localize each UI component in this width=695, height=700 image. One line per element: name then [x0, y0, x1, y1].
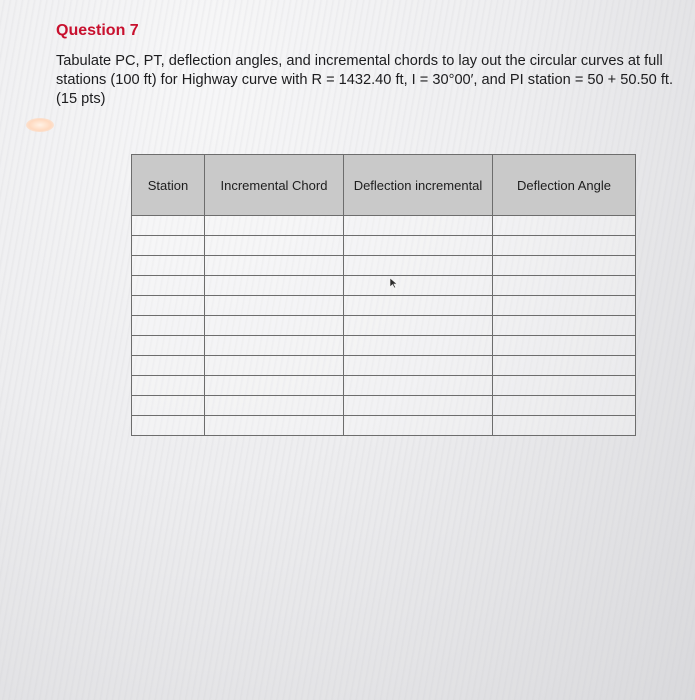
deflection-angle-cell[interactable]	[493, 276, 636, 296]
table-row	[132, 416, 636, 436]
incremental-chord-cell[interactable]	[205, 256, 344, 276]
table-row	[132, 256, 636, 276]
table-row	[132, 336, 636, 356]
station-cell[interactable]	[132, 416, 205, 436]
deflection-angle-cell[interactable]	[493, 256, 636, 276]
deflection-angle-cell[interactable]	[493, 396, 636, 416]
station-cell[interactable]	[132, 376, 205, 396]
deflection-incremental-cell[interactable]	[344, 316, 493, 336]
deflection-incremental-cell[interactable]	[344, 296, 493, 316]
header-deflection-angle: Deflection Angle	[493, 155, 636, 216]
table-row	[132, 296, 636, 316]
deflection-incremental-cell[interactable]	[344, 356, 493, 376]
deflection-incremental-cell[interactable]	[344, 276, 493, 296]
station-cell[interactable]	[132, 256, 205, 276]
table-row	[132, 396, 636, 416]
table-body	[132, 216, 636, 436]
incremental-chord-cell[interactable]	[205, 416, 344, 436]
station-cell[interactable]	[132, 236, 205, 256]
header-deflection-incremental: Deflection incremental	[344, 155, 493, 216]
station-cell[interactable]	[132, 296, 205, 316]
incremental-chord-cell[interactable]	[205, 276, 344, 296]
deflection-angle-cell[interactable]	[493, 296, 636, 316]
deflection-incremental-cell[interactable]	[344, 256, 493, 276]
table-header-row	[132, 155, 636, 216]
question-text: Tabulate PC, PT, deflection angles, and incremental chords to lay out the circular curves at full stations (100 ft) for Highway curve with R = 1432.40 ft, I = 30°00′, and PI station = 50 + 50.50 ft. (15 pts)	[56, 53, 673, 107]
deflection-incremental-cell[interactable]	[344, 216, 493, 236]
station-cell[interactable]	[132, 276, 205, 296]
deflection-angle-cell[interactable]	[493, 376, 636, 396]
header-station: Station	[132, 155, 205, 216]
deflection-angle-cell[interactable]	[493, 356, 636, 376]
station-cell[interactable]	[132, 356, 205, 376]
deflection-incremental-cell[interactable]	[344, 376, 493, 396]
incremental-chord-cell[interactable]	[205, 236, 344, 256]
incremental-chord-cell[interactable]	[205, 356, 344, 376]
incremental-chord-cell[interactable]	[205, 376, 344, 396]
answer-table	[131, 154, 636, 436]
deflection-angle-cell[interactable]	[493, 236, 636, 256]
deflection-angle-cell[interactable]	[493, 216, 636, 236]
table-row	[132, 276, 636, 296]
deflection-incremental-cell[interactable]	[344, 416, 493, 436]
screen-glare	[26, 118, 54, 132]
deflection-angle-cell[interactable]	[493, 416, 636, 436]
incremental-chord-cell[interactable]	[205, 396, 344, 416]
deflection-angle-cell[interactable]	[493, 336, 636, 356]
answer-table-container	[131, 154, 611, 436]
deflection-incremental-cell[interactable]	[344, 336, 493, 356]
incremental-chord-cell[interactable]	[205, 216, 344, 236]
table-row	[132, 216, 636, 236]
table-row	[132, 236, 636, 256]
table-row	[132, 356, 636, 376]
station-cell[interactable]	[132, 216, 205, 236]
incremental-chord-cell[interactable]	[205, 316, 344, 336]
deflection-angle-cell[interactable]	[493, 316, 636, 336]
incremental-chord-cell[interactable]	[205, 296, 344, 316]
station-cell[interactable]	[132, 336, 205, 356]
table-row	[132, 316, 636, 336]
station-cell[interactable]	[132, 316, 205, 336]
station-cell[interactable]	[132, 396, 205, 416]
table-row	[132, 376, 636, 396]
header-incremental-chord: Incremental Chord	[205, 155, 344, 216]
deflection-incremental-cell[interactable]	[344, 236, 493, 256]
incremental-chord-cell[interactable]	[205, 336, 344, 356]
deflection-incremental-cell[interactable]	[344, 396, 493, 416]
question-heading: Question 7	[56, 22, 139, 39]
